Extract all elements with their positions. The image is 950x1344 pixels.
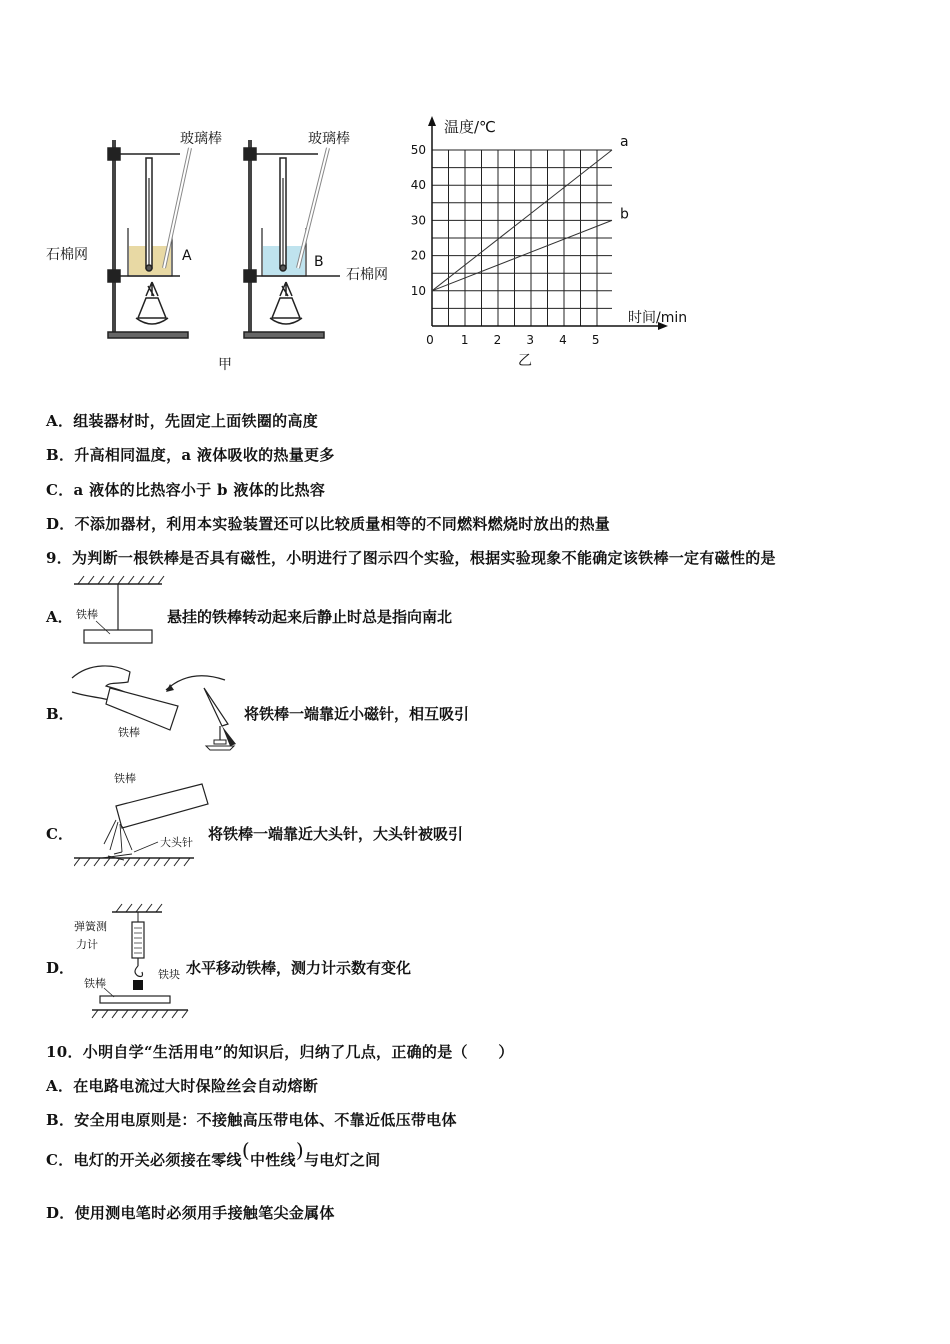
y-tick-label: 50 [410, 143, 426, 157]
y-tick-label: 40 [410, 178, 426, 193]
series-label-b: b [620, 206, 629, 223]
x-tick-label: 1 [460, 333, 469, 347]
y-tick-label: 20 [410, 248, 426, 263]
apparatus-caption: 甲 [218, 357, 232, 373]
x-tick-label: 5 [591, 333, 600, 347]
q8-option-d: D．不添加器材，利用本实验装置还可以比较质量相等的不同燃料燃烧时放出的热量 [46, 515, 611, 533]
q9-d-text: 水平移动铁棒，测力计示数有变化 [186, 959, 412, 977]
q10-c-pre: C．电灯的开关必须接在零线 [46, 1151, 242, 1169]
graph-caption: 乙 [518, 353, 532, 369]
q10-option-a: A．在电路电流过大时保险丝会自动熔断 [46, 1077, 319, 1095]
q9-a-rod-label: 铁棒 [76, 608, 98, 621]
q10-stem: 10．小明自学“生活用电”的知识后，归纳了几点，正确的是（ ） [46, 1043, 514, 1061]
q9-stem: 9．为判断一根铁棒是否具有磁性，小明进行了图示四个实验，根据实验现象不能确定该铁棒一定有磁性的是 [46, 549, 776, 567]
q10-option-c [46, 1138, 381, 1170]
glass-rod-label-1: 玻璃棒 [180, 131, 222, 147]
apparatus-figure [40, 118, 400, 378]
y-tick-label: 30 [410, 213, 426, 228]
q10-option-d: D．使用测电笔时必须用手接触笔尖金属体 [46, 1204, 335, 1222]
q10-c-paren-right: ) [295, 1138, 304, 1162]
q9-d-block-label: 铁块 [158, 968, 180, 981]
stand-left [108, 140, 190, 338]
q9-b-text: 将铁棒一端靠近小磁针，相互吸引 [244, 705, 470, 723]
y-axis-arrow-icon [428, 116, 436, 126]
x-axis-label: 时间/min [628, 310, 688, 326]
asbestos-label-2: 石棉网 [346, 267, 388, 283]
q9-a-text: 悬挂的铁棒转动起来后静止时总是指向南北 [167, 608, 453, 626]
x-tick-label: 3 [526, 333, 535, 347]
stand-right [244, 140, 340, 338]
q9-b-figure [70, 660, 245, 755]
glass-rod-label-2: 玻璃棒 [308, 131, 350, 147]
asbestos-label-1: 石棉网 [46, 247, 88, 263]
q9-d-letter: D． [46, 959, 75, 977]
q10-c-post: 与电灯之间 [303, 1151, 381, 1169]
x-tick-label: 4 [559, 333, 567, 347]
q9-a-letter: A． [46, 608, 73, 626]
beaker-b-label: B [314, 254, 324, 270]
q9-c-rod-label: 铁棒 [114, 772, 136, 785]
q9-d-rod-label: 铁棒 [84, 977, 106, 990]
x-tick-label: 0 [426, 333, 434, 347]
series-label-a: a [620, 134, 629, 150]
beaker-a-label: A [182, 248, 192, 264]
x-tick-label: 2 [493, 333, 502, 347]
q10-c-paren-left: ( [241, 1138, 250, 1162]
q9-c-letter: C． [46, 825, 73, 843]
temperature-time-graph [396, 110, 716, 372]
q10-option-b: B．安全用电原则是：不接触高压带电体、不靠近低压带电体 [46, 1111, 457, 1129]
q8-option-c: C．a 液体的比热容小于 b 液体的比热容 [46, 481, 326, 499]
q8-option-b: B．升高相同温度，a 液体吸收的热量更多 [46, 446, 335, 464]
q9-d-spring-label: 弹簧测 [74, 920, 107, 933]
q9-c-text: 将铁棒一端靠近大头针，大头针被吸引 [208, 825, 464, 843]
q9-b-letter: B． [46, 705, 74, 723]
q9-c-pin-label: 大头针 [160, 836, 193, 849]
q9-b-rod-label: 铁棒 [118, 726, 140, 739]
q10-c-mid: 中性线 [249, 1151, 296, 1169]
q8-option-a: A．组装器材时，先固定上面铁圈的高度 [46, 412, 319, 430]
y-tick-label: 10 [410, 283, 426, 298]
q9-c-figure [74, 770, 214, 875]
y-axis-label: 温度/℃ [444, 118, 496, 136]
q9-d-spring-label-2: 力计 [76, 938, 98, 951]
